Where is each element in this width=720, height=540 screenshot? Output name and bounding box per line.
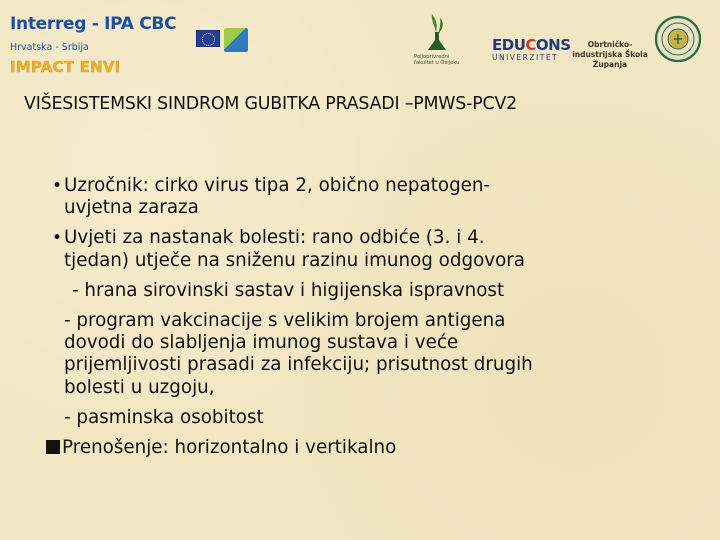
educons-title-a: EDU: [492, 36, 526, 54]
bullet-icon: •: [52, 228, 63, 249]
square-bullet-icon: [46, 440, 60, 454]
eu-flag-icon: [196, 30, 220, 47]
agro-faculty-logo: [414, 10, 466, 82]
body-line: uvjetna zaraza: [64, 197, 199, 219]
body-line: - hrana sirovinski sastav i higijenska ispravnost: [72, 279, 505, 301]
interreg-title: Interreg - IPA CBC: [10, 14, 177, 34]
agro-faculty-caption: Poljoprivredni fakultet u Osijeku: [414, 54, 460, 67]
bullet-line: [52, 175, 672, 197]
body-line: tjedan) utječe na sniženu razinu imunog odgovora: [64, 249, 525, 271]
school-name: Obrtničko-industrijska Škola Županja: [572, 40, 648, 69]
body-line: dovodi do slabljenja imunog sustava i veće: [64, 332, 459, 354]
body-line: Uzročnik: cirko virus tipa 2, obično nepatogen-: [64, 175, 491, 196]
educons-logo: [492, 36, 571, 62]
body-line: Uvjeti za nastanak bolesti: rano odbiće (3. i 4.: [64, 227, 485, 249]
seal-icon: [650, 14, 706, 66]
body-line: prijemljivosti prasadi za infekciju; prisutnost drugih: [64, 354, 533, 376]
educons-title-b: C: [525, 36, 536, 54]
plant-flask-icon: [414, 10, 466, 54]
educons-title: [492, 36, 571, 54]
checkbox-bullet-line: [52, 437, 672, 459]
educons-title-c: ONS: [535, 36, 571, 54]
round-seal-logo: [650, 14, 706, 82]
interreg-logo: [10, 14, 250, 80]
body-line: - pasminska osobitost: [64, 406, 264, 428]
bullet-icon: •: [52, 176, 63, 196]
body-line: - program vakcinacije s velikim brojem antigena: [64, 310, 506, 332]
slide-title: VIŠESISTEMSKI SINDROM GUBITKA PRASADI –PMWS-PCV2: [24, 94, 518, 114]
impact-envi-logo: IMPACT ENVI: [10, 58, 121, 76]
programme-square-icon: [224, 28, 248, 52]
school-logo: [568, 40, 652, 70]
body-line: bolesti u uzgoju,: [64, 376, 215, 398]
logo-strip: [0, 0, 720, 82]
slide-body: [52, 175, 672, 459]
interreg-subtitle: Hrvatska - Srbija: [10, 42, 89, 53]
educons-subtitle: UNIVERZITET: [492, 53, 559, 62]
bullet-line: [52, 227, 672, 249]
body-line: Prenošenje: horizontalno i vertikalno: [62, 437, 397, 459]
